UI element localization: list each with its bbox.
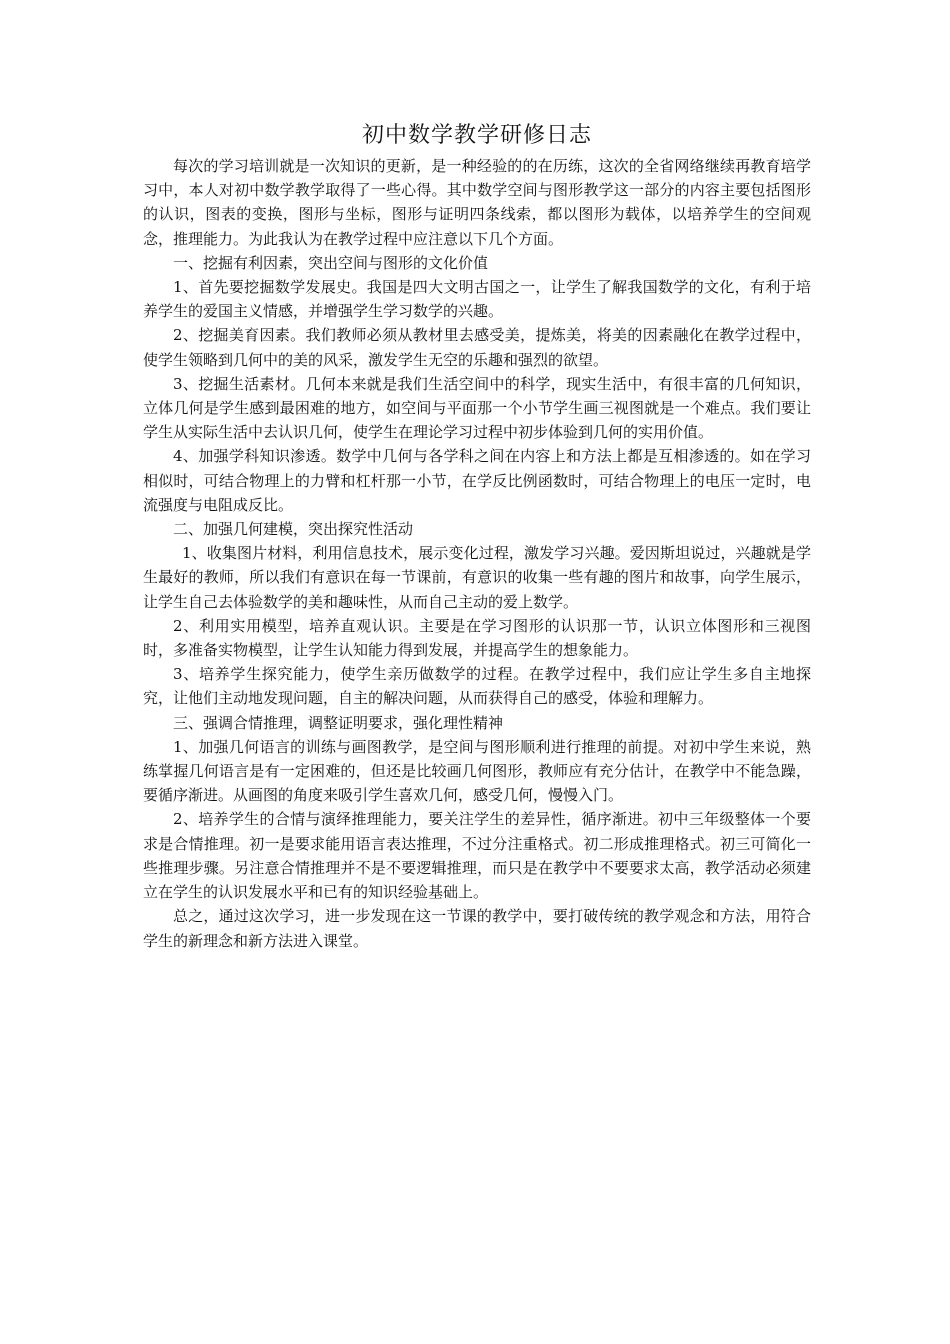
paragraph-2-3: 3、培养学生探究能力，使学生亲历做数学的过程。在教学过程中，我们应让学生多自主地探究，让他们主动地发现问题，自主的解决问题，从而获得自己的感受，体验和理解力。	[143, 665, 811, 708]
document-title: 初中数学教学研修日志	[361, 123, 592, 148]
paragraph-1-4: 4、加强学科知识渗透。数学中几何与各学科之间在内容上和方法上都是互相渗透的。如在学习相似时，可结合物理上的力臂和杠杆那一小节，在学反比例函数时，可结合物理上的电压一定时，电流强度与电阻成反比。	[143, 447, 811, 514]
document-page	[143, 120, 811, 953]
paragraph-2-1: 1、收集图片材料，利用信息技术，展示变化过程，激发学习兴趣。爱因斯坦说过，兴趣就是学生最好的教师，所以我们有意识在每一节课前，有意识的收集一些有趣的图片和故事，向学生展示，让学生自己去体验数学的美和趣味性，从而自己主动的爱上数学。	[143, 544, 811, 611]
paragraph-3-2: 2、培养学生的合情与演绎推理能力，要关注学生的差异性，循序渐进。初中三年级整体一个要求是合情推理。初一是要求能用语言表达推理，不过分注重格式。初二形成推理格式。初三可简化一些推理步骤。另注意合情推理并不是不要逻辑推理，而只是在教学中不要要求太高，教学活动必须建立在学生的认识发展水平和已有的知识经验基础上。	[143, 810, 811, 902]
paragraph-1-1: 1、首先要挖掘数学发展史。我国是四大文明古国之一，让学生了解我国数学的文化，有利于培养学生的爱国主义情感，并增强学生学习数学的兴趣。	[143, 278, 811, 321]
section-heading-1: 一、挖掘有利因素，突出空间与图形的文化价值	[173, 253, 489, 272]
paragraph-3-1: 1、加强几何语言的训练与画图教学，是空间与图形顺利进行推理的前提。对初中学生来说，熟练掌握几何语言是有一定困难的，但还是比较画几何图形，教师应有充分估计，在教学中不能急躁，要循序渐进。从画图的角度来吸引学生喜欢几何，感受几何，慢慢入门。	[143, 737, 811, 805]
intro-paragraph: 每次的学习培训就是一次知识的更新，是一种经验的的在历练，这次的全省网络继续再教育培学习中，本人对初中数学教学取得了一些心得。其中数学空间与图形教学这一部分的内容主要包括图形的认识，图表的变换，图形与坐标，图形与证明四条线索，都以图形为载体，以培养学生的空间观念，推理能力。为此我认为在教学过程中应注意以下几个方面。	[143, 157, 811, 248]
section-heading-2: 二、加强几何建模，突出探究性活动	[173, 520, 414, 539]
paragraph-1-2: 2、挖掘美育因素。我们教师必须从教材里去感受美，提炼美，将美的因素融化在教学过程中，使学生领略到几何中的美的风采，激发学生无空的乐趣和强烈的欲望。	[143, 326, 811, 369]
section-heading-3: 三、强调合情推理，调整证明要求，强化理性精神	[173, 713, 504, 732]
conclusion-paragraph: 总之，通过这次学习，进一步发现在这一节课的教学中，要打破传统的教学观念和方法，用符合学生的新理念和新方法进入课堂。	[143, 907, 811, 950]
paragraph-2-2: 2、利用实用模型，培养直观认识。主要是在学习图形的认识那一节，认识立体图形和三视图时，多准备实物模型，让学生认知能力得到发展，并提高学生的想象能力。	[143, 616, 811, 660]
paragraph-1-3: 3、挖掘生活素材。几何本来就是我们生活空间中的科学，现实生活中，有很丰富的几何知识，立体几何是学生感到最困难的地方，如空间与平面那一个小节学生画三视图就是一个难点。我们要让学生从实际生活中去认识几何，使学生在理论学习过程中初步体验到几何的实用价值。	[143, 374, 811, 442]
